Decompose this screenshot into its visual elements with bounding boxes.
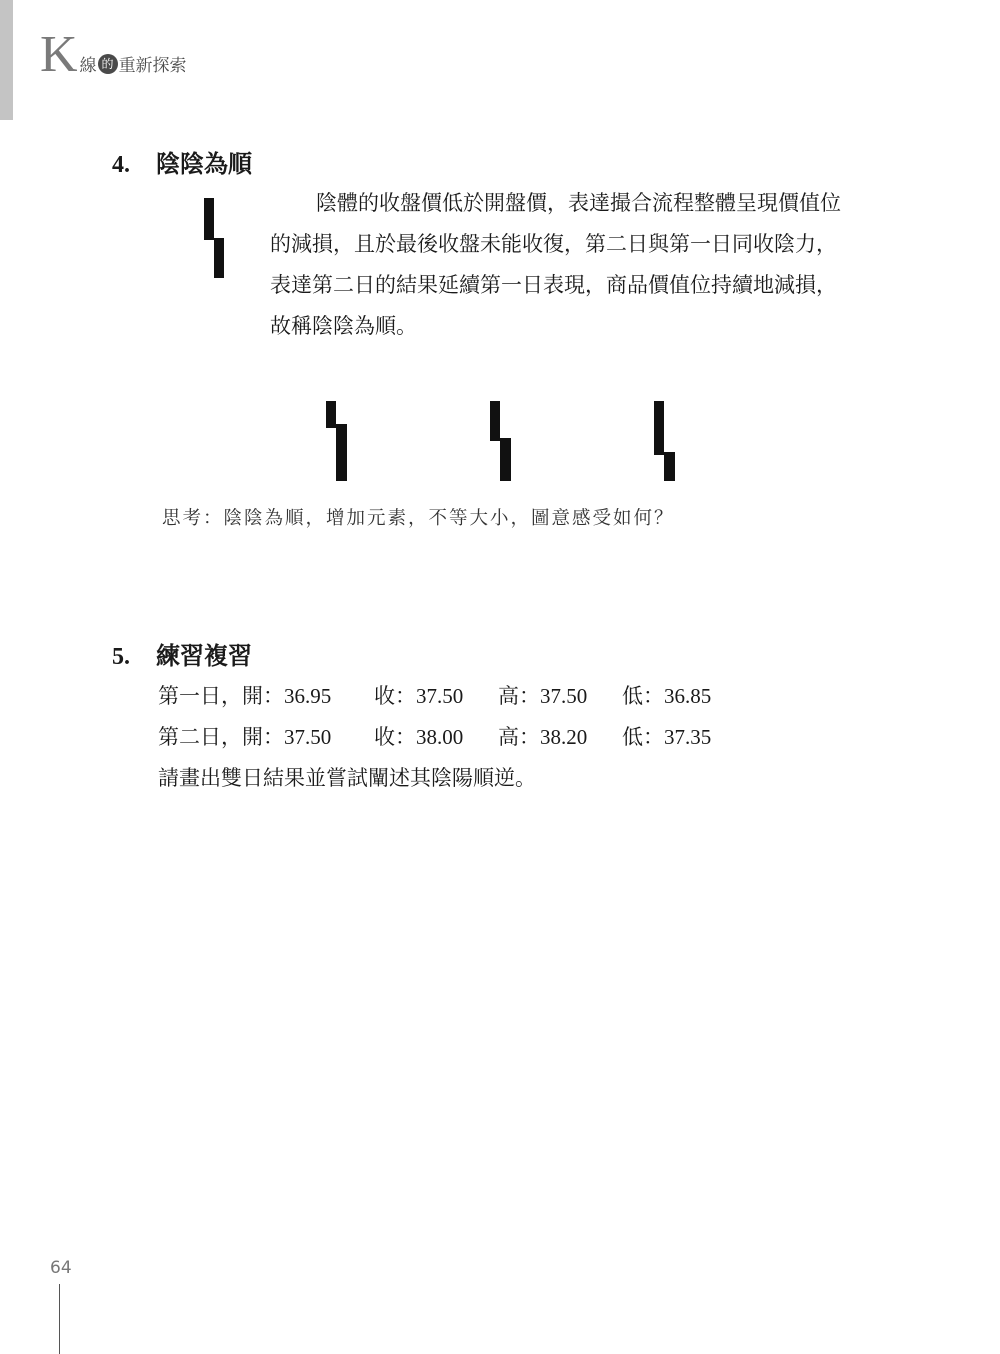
section-5-title: 練習複習 xyxy=(156,642,252,670)
day2-open: 第二日，開：37.50 xyxy=(158,725,332,749)
day2-low: 低：37.35 xyxy=(622,725,712,749)
candle-pair-3-icon xyxy=(650,398,682,484)
page-number: 64 xyxy=(50,1258,72,1278)
candle-day1-body xyxy=(204,198,214,240)
practice-block xyxy=(158,676,742,799)
candle-pair-2-day1 xyxy=(490,401,500,441)
day1-close: 收：37.50 xyxy=(374,684,464,708)
candle-day2-body xyxy=(214,238,224,278)
header-circled-char: 的 xyxy=(98,54,118,74)
candle-pair-2-day2 xyxy=(500,438,511,481)
candle-pair-1-day1 xyxy=(326,401,336,428)
running-header xyxy=(40,26,187,83)
candle-pair-1-day2 xyxy=(336,424,347,481)
section-4-paragraph xyxy=(270,183,895,347)
section-4-heading xyxy=(112,144,252,179)
paragraph-line: 故稱陰陰為順。 xyxy=(270,314,417,338)
day2-close: 收：38.00 xyxy=(374,725,464,749)
candle-pair-3-day1 xyxy=(654,401,664,455)
day2-high: 高：38.20 xyxy=(498,725,588,749)
day1-low: 低：36.85 xyxy=(622,684,712,708)
paragraph-line: 的減損，且於最後收盤未能收復，第二日與第一日同收陰力， xyxy=(270,232,837,256)
section-5-heading xyxy=(112,636,252,671)
section-4-number: 4. xyxy=(112,152,130,178)
section-5-number: 5. xyxy=(112,644,130,670)
header-title xyxy=(80,51,187,76)
paragraph-line: 陰體的收盤價低於開盤價，表達撮合流程整體呈現價值位 xyxy=(316,191,841,215)
practice-row-day2 xyxy=(158,717,742,758)
paragraph-line: 表達第二日的結果延續第一日表現，商品價值位持續地減損， xyxy=(270,273,837,297)
day1-open: 第一日，開：36.95 xyxy=(158,684,332,708)
candle-pair-2-icon xyxy=(486,398,518,484)
header-letter: K xyxy=(40,26,78,83)
yin-yin-candle-icon xyxy=(200,196,230,282)
practice-row-day1 xyxy=(158,676,742,717)
day1-high: 高：37.50 xyxy=(498,684,588,708)
candle-pair-3-day2 xyxy=(664,452,675,481)
candle-pair-1-icon xyxy=(322,398,354,484)
page-divider xyxy=(59,1284,60,1354)
think-prompt: 思考：陰陰為順，增加元素，不等大小，圖意感受如何？ xyxy=(162,508,675,529)
practice-instruction: 請畫出雙日結果並嘗試闡述其陰陽順逆。 xyxy=(158,766,536,790)
section-4-title: 陰陰為順 xyxy=(156,150,252,178)
header-suffix: 重新探索 xyxy=(118,56,187,76)
sidebar-tab xyxy=(0,0,13,120)
header-prefix: 線 xyxy=(79,56,97,76)
